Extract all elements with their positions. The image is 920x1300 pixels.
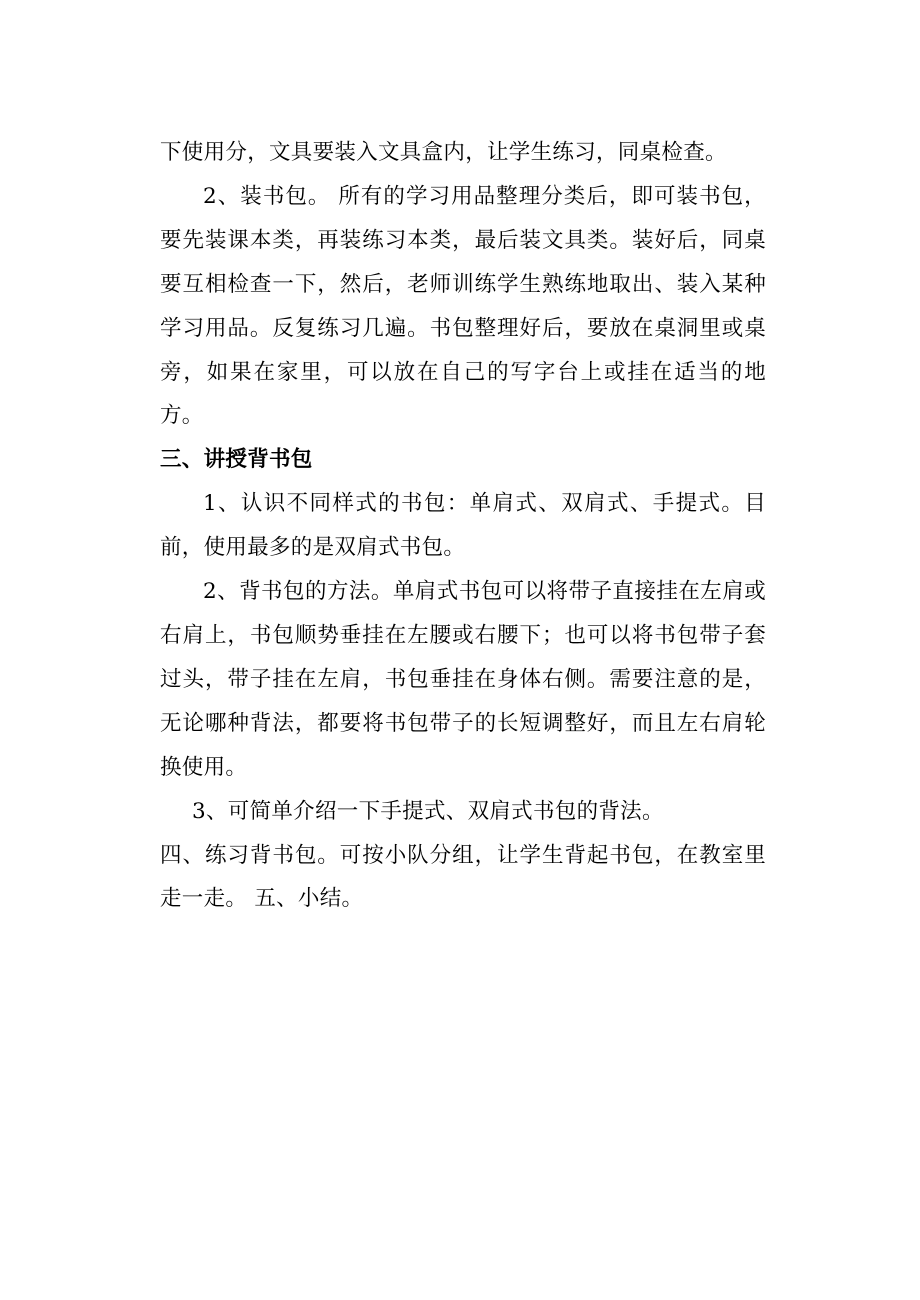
- paragraph-stationery-continued: 下使用分，文具要装入文具盒内，让学生练习，同桌检查。: [160, 140, 727, 165]
- paragraph-practice-summary: 四、练习背书包。可按小队分组，让学生背起书包，在教室里走一走。 五、小结。: [160, 842, 766, 912]
- paragraph-bag-styles: 1、认识不同样式的书包：单肩式、双肩式、手提式。目前，使用最多的是双肩式书包。: [160, 491, 766, 561]
- paragraph-carry-method: 2、背书包的方法。单肩式书包可以将带子直接挂在左肩或右肩上，书包顺势垂挂在左腰或右腰下；也可以将书包带子套过头，带子挂在左肩，书包垂挂在身体右侧。需要注意的是，无论哪种背法，都要将书包带子的长短调整好，而且左右肩轮换使用。: [160, 579, 766, 780]
- paragraph-pack-schoolbag: 2、装书包。 所有的学习用品整理分类后，即可装书包，要先装课本类，再装练习本类，最后装文具类。装好后，同桌要互相检查一下，然后，老师训练学生熟练地取出、装入某种学习用品。反复练习几遍。书包整理好后，要放在桌洞里或桌旁，如果在家里，可以放在自己的写字台上或挂在适当的地方。: [160, 183, 766, 429]
- section-heading-carry-schoolbag: 三、讲授背书包: [160, 447, 313, 473]
- paragraph-other-styles: 3、可简单介绍一下手提式、双肩式书包的背法。: [192, 798, 664, 824]
- document-body: [160, 131, 766, 921]
